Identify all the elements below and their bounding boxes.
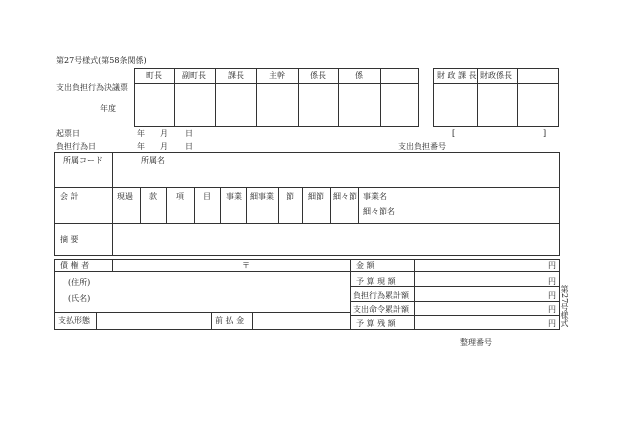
col-kou: 項: [176, 192, 184, 201]
dept-name-label: 所属名: [141, 156, 165, 165]
stamp-sub-chief: 係長: [310, 71, 326, 80]
col-moku: 目: [203, 192, 211, 201]
bracket-close: ]: [543, 129, 547, 138]
yen-unit-1: 円: [548, 261, 556, 270]
form-title: 支出負担行為決議票: [56, 83, 128, 92]
amount-label: 金 額: [356, 261, 375, 270]
stamp-mayor: 町長: [146, 71, 162, 80]
stamp-director: 主幹: [269, 71, 285, 80]
col-saisaisetsu: 細々節: [333, 192, 357, 201]
commitment-number-label: 支出負担番号: [398, 142, 446, 151]
stamp-finance-chief: 財政係長: [480, 71, 512, 80]
subsection-name-label: 細々節名: [363, 207, 395, 216]
budget-current-label: 予 算 現 額: [356, 277, 396, 286]
draft-date-label: 起票日: [56, 129, 80, 138]
bracket-open: [: [452, 129, 456, 138]
stamp-deputy-mayor: 副町長: [182, 71, 206, 80]
fiscal-year-label: 年度: [100, 104, 116, 113]
summary-label: 摘 要: [60, 235, 79, 244]
yen-unit-5: 円: [548, 319, 556, 328]
commitment-year: 年: [137, 142, 145, 151]
creditor-name-label: (氏名): [68, 294, 91, 303]
creditor-address-label: (住所): [68, 278, 91, 287]
advance-payment-label: 前 払 金: [215, 316, 245, 325]
dept-code-label: 所属コード: [63, 156, 103, 165]
yen-unit-3: 円: [548, 291, 556, 300]
yen-unit-4: 円: [548, 305, 556, 314]
draft-day: 日: [185, 129, 193, 138]
stamp-section-chief: 課長: [228, 71, 244, 80]
creditor-section: [54, 259, 560, 330]
budget-remaining-label: 予 算 残 額: [356, 319, 396, 328]
commitment-date-label: 負担行為日: [56, 142, 96, 151]
accounting-label: 会 計: [60, 192, 79, 201]
col-setsu: 節: [286, 192, 294, 201]
creditor-label: 債 権 者: [60, 261, 90, 270]
col-business: 事業: [226, 192, 242, 201]
form-number: 第27号様式(第58条関係): [56, 56, 147, 65]
postal-mark: 〒: [242, 261, 250, 270]
business-name-label: 事業名: [363, 192, 387, 201]
main-form-table: [54, 152, 560, 256]
draft-month: 月: [160, 129, 168, 138]
stamp-staff: 係: [355, 71, 363, 80]
stamp-finance-director: 財 政 課 長: [437, 71, 477, 80]
commitment-month: 月: [160, 142, 168, 151]
col-current-past: 現過: [117, 192, 133, 201]
payment-method-label: 支払形態: [58, 316, 90, 325]
col-kan: 款: [149, 192, 157, 201]
yen-unit-2: 円: [548, 277, 556, 286]
side-form-label: 第27号様式: [560, 285, 569, 328]
draft-year: 年: [137, 129, 145, 138]
commitment-day: 日: [185, 142, 193, 151]
payment-order-total-label: 支出命令累計額: [353, 305, 409, 314]
col-sub-business: 細事業: [250, 192, 274, 201]
commitment-total-label: 負担行為累計額: [353, 291, 409, 300]
col-saisetsu: 細節: [308, 192, 324, 201]
management-number-label: 整理番号: [460, 338, 492, 347]
